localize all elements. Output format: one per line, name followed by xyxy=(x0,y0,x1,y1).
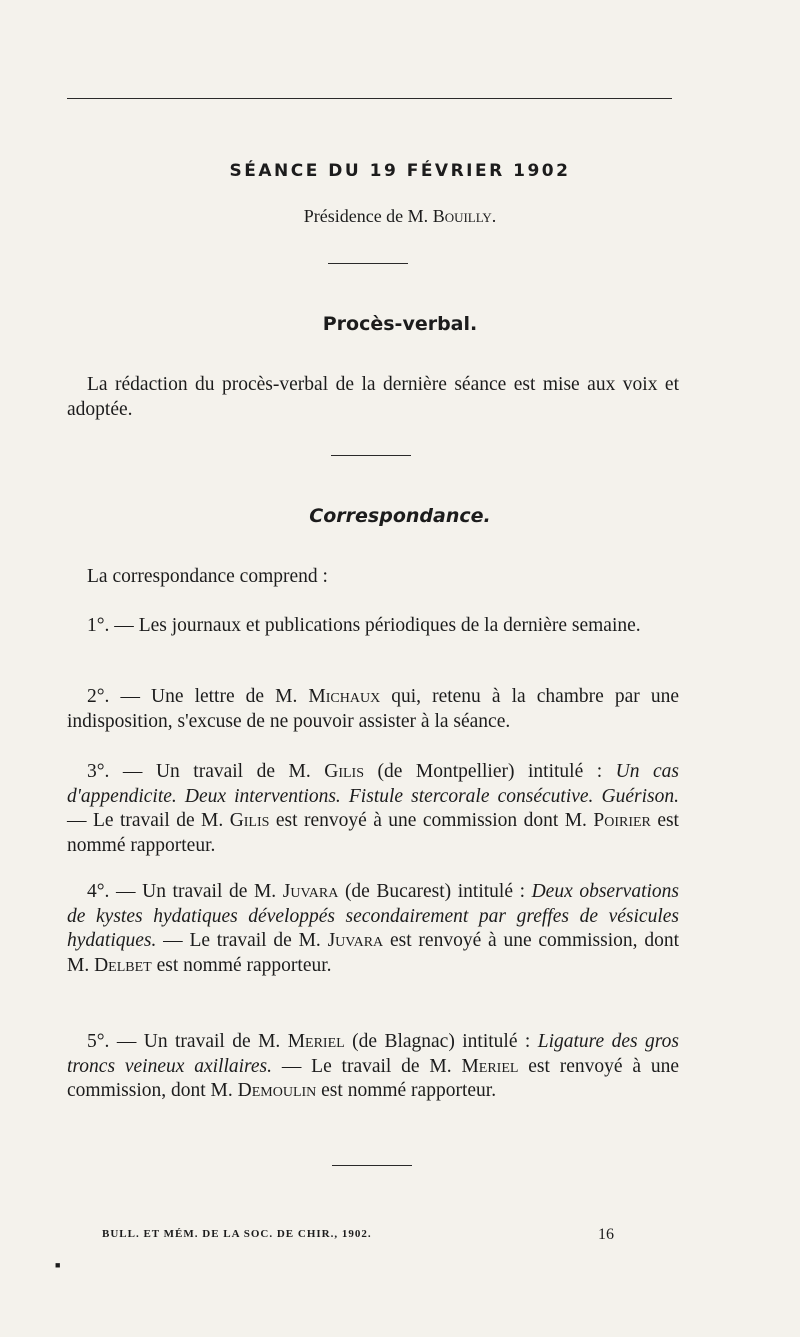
top-rule xyxy=(67,98,672,99)
work-title: Deux observations de kystes hydatiques développés secondairement par greffes de vésicules hydatiques. xyxy=(67,881,679,951)
rapporteur-name: Poirier xyxy=(593,810,651,831)
item-text: — Le travail de M. xyxy=(272,1055,462,1077)
proces-verbal-text xyxy=(67,373,679,422)
item-number: 2°. — xyxy=(87,686,152,707)
correspondance-item-5 xyxy=(67,1030,679,1104)
item-text: est renvoyé à une commission, dont M. xyxy=(67,930,679,976)
item-text: (de Blagnac) intitulé : xyxy=(344,1031,538,1052)
item-text: — Le travail de M. xyxy=(67,810,230,831)
item-text: Un travail de M. xyxy=(155,761,325,782)
presidence-prefix: Présidence de M. xyxy=(303,206,433,226)
item-text: — Le travail de M. xyxy=(156,930,328,951)
correspondance-item-1 xyxy=(67,614,679,639)
seance-title: SÉANCE DU 19 FÉVRIER 1902 xyxy=(229,161,571,181)
work-title: Un cas d'appendicite. Deux interventions. Fistule stercorale consécutive. Guérison. xyxy=(67,761,679,807)
correspondance-item-4 xyxy=(67,880,679,978)
item-text: Une lettre de M. xyxy=(151,686,309,707)
work-title: Ligature des gros troncs veineux axillaires. xyxy=(67,1031,679,1077)
item-text: est renvoyé à une commission, dont M. xyxy=(67,1055,679,1101)
author-name: Juvara xyxy=(327,930,384,951)
correspondance-intro-text: La correspondance comprend : xyxy=(87,566,328,587)
correspondance-intro xyxy=(67,565,679,590)
correspondance-heading: Correspondance. xyxy=(309,505,491,527)
author-name: Gilis xyxy=(324,761,364,782)
president-name: Bouilly xyxy=(432,206,492,226)
item-text: (de Montpellier) intitulé : xyxy=(364,761,616,782)
print-mark: ■ xyxy=(55,1260,61,1270)
item-number: 4°. — xyxy=(87,881,143,902)
correspondance-item-3 xyxy=(67,760,679,858)
item-number: 5°. — xyxy=(87,1031,144,1052)
author-name: Michaux xyxy=(308,686,381,707)
item-text: qui, retenu à la chambre par une indisposition, s'excuse de ne pouvoir assister à la séance. xyxy=(67,686,679,732)
item-text: (de Bucarest) intitulé : xyxy=(338,881,532,902)
author-name: Gilis xyxy=(229,810,270,831)
correspondance-item-2 xyxy=(67,685,679,734)
item-number: 1°. — xyxy=(87,615,139,636)
author-name: Juvara xyxy=(282,881,339,902)
rapporteur-name: Demoulin xyxy=(237,1080,317,1101)
item-text: est nommé rapporteur. xyxy=(151,954,332,976)
presidence-suffix: . xyxy=(491,206,497,226)
proces-verbal-heading: Procès-verbal. xyxy=(322,313,478,335)
sheet-number: 16 xyxy=(598,1226,614,1243)
author-name: Meriel xyxy=(461,1055,519,1077)
item-text: Un travail de M. xyxy=(142,881,283,902)
item-text: Un travail de M. xyxy=(143,1031,288,1052)
section-divider xyxy=(328,263,408,264)
rapporteur-name: Delbet xyxy=(94,954,152,976)
item-text: Les journaux et publications périodiques de la dernière semaine. xyxy=(138,615,641,636)
running-footer: BULL. ET MÉM. DE LA SOC. DE CHIR., 1902. xyxy=(102,1228,372,1240)
item-text: est nommé rapporteur. xyxy=(67,810,679,856)
section-divider xyxy=(332,1165,412,1166)
item-text: est nommé rapporteur. xyxy=(316,1080,497,1101)
author-name: Meriel xyxy=(287,1031,345,1052)
item-text: est renvoyé à une commission dont M. xyxy=(269,810,594,831)
section-divider xyxy=(331,455,411,456)
proces-verbal-body: La rédaction du procès-verbal de la dernière séance est mise aux voix et adoptée. xyxy=(67,374,679,420)
item-number: 3°. — xyxy=(87,761,156,782)
presidence-line xyxy=(0,206,800,227)
